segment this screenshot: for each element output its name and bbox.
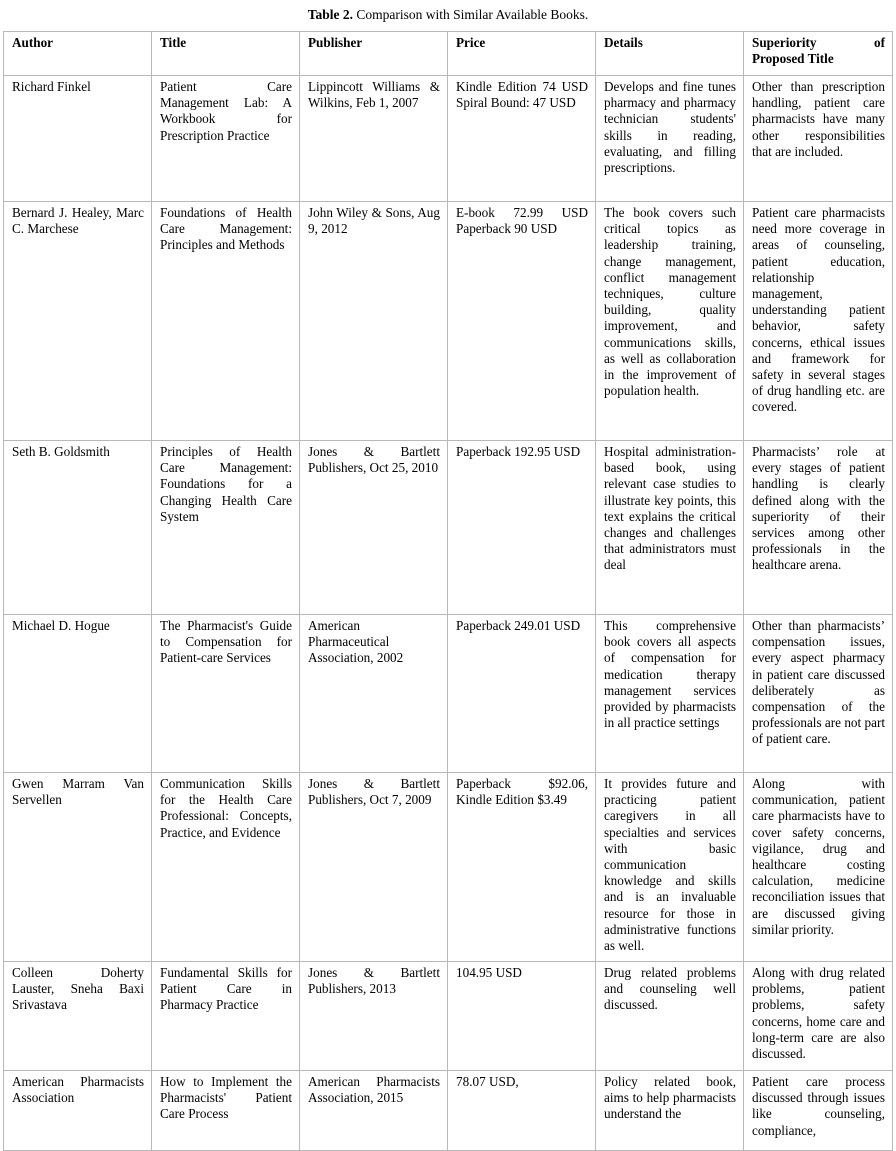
header-details: Details bbox=[596, 32, 744, 76]
cell-price: 104.95 USD bbox=[448, 962, 596, 1071]
cell-details: This comprehensive book covers all aspects of compensation for medication therapy management services provided by pharmacists in all practice settings bbox=[596, 615, 744, 773]
cell-author: Colleen Doherty Lauster, Sneha Baxi Srivastava bbox=[4, 962, 152, 1071]
cell-details: Hospital administration-based book, using relevant case studies to illustrate key points, this text explains the critical changes and challenges that administrators must deal bbox=[596, 441, 744, 615]
table-header-row bbox=[4, 32, 893, 76]
cell-title: Foundations of Health Care Management: Principles and Methods bbox=[152, 202, 300, 441]
cell-publisher: Lippincott Williams & Wilkins, Feb 1, 2007 bbox=[300, 76, 448, 202]
cell-price: 78.07 USD, bbox=[448, 1071, 596, 1151]
cell-publisher: American Pharmacists Association, 2015 bbox=[300, 1071, 448, 1151]
cell-author: Richard Finkel bbox=[4, 76, 152, 202]
cell-superiority: Patient care pharmacists need more coverage in areas of counseling, patient education, relationship management, understanding patient behavior, safety concerns, ethical issues and framework for safety in several stages of drug handling etc. are covered. bbox=[744, 202, 893, 441]
cell-author: Michael D. Hogue bbox=[4, 615, 152, 773]
header-title: Title bbox=[152, 32, 300, 76]
cell-title: How to Implement the Pharmacists' Patient Care Process bbox=[152, 1071, 300, 1151]
cell-title: Communication Skills for the Health Care Professional: Concepts, Practice, and Evidence bbox=[152, 773, 300, 962]
cell-title: Fundamental Skills for Patient Care in Pharmacy Practice bbox=[152, 962, 300, 1071]
cell-details: The book covers such critical topics as leadership training, change management, conflict management techniques, culture building, quality improvement, and communications skills, as well as collaboration in the improvement of population health. bbox=[596, 202, 744, 441]
cell-publisher: American Pharmaceutical Association, 2002 bbox=[300, 615, 448, 773]
cell-details: Drug related problems and counseling well discussed. bbox=[596, 962, 744, 1071]
cell-publisher: Jones & Bartlett Publishers, Oct 25, 2010 bbox=[300, 441, 448, 615]
cell-superiority: Other than prescription handling, patient care pharmacists have many other responsibilities that are included. bbox=[744, 76, 893, 202]
table-caption bbox=[0, 6, 896, 24]
cell-publisher: Jones & Bartlett Publishers, 2013 bbox=[300, 962, 448, 1071]
cell-price: E-book 72.99 USD Paperback 90 USD bbox=[448, 202, 596, 441]
table-caption-label: Table 2. bbox=[307, 7, 354, 22]
cell-publisher: Jones & Bartlett Publishers, Oct 7, 2009 bbox=[300, 773, 448, 962]
cell-superiority: Other than pharmacists’ compensation issues, every aspect pharmacy in patient care discussed deliberately as compensation of the professionals are not part of patient care. bbox=[744, 615, 893, 773]
table-row bbox=[4, 202, 893, 441]
cell-price: Paperback 192.95 USD bbox=[448, 441, 596, 615]
cell-details: Policy related book, aims to help pharmacists understand the bbox=[596, 1071, 744, 1151]
cell-price: Paperback 249.01 USD bbox=[448, 615, 596, 773]
cell-price: Paperback $92.06, Kindle Edition $3.49 bbox=[448, 773, 596, 962]
table-row bbox=[4, 773, 893, 962]
table-caption-text: Comparison with Similar Available Books. bbox=[353, 7, 589, 22]
cell-author: American Pharmacists Association bbox=[4, 1071, 152, 1151]
cell-title: The Pharmacist's Guide to Compensation for Patient-care Services bbox=[152, 615, 300, 773]
header-author: Author bbox=[4, 32, 152, 76]
table-row bbox=[4, 76, 893, 202]
cell-publisher: John Wiley & Sons, Aug 9, 2012 bbox=[300, 202, 448, 441]
cell-superiority: Patient care process discussed through issues like counseling, compliance, bbox=[744, 1071, 893, 1151]
cell-details: It provides future and practicing patient caregivers in all specialties and services with basic communication knowledge and skills and is an invaluable resource for those in administrative functions as well. bbox=[596, 773, 744, 962]
comparison-table bbox=[3, 31, 893, 1151]
table-row bbox=[4, 962, 893, 1071]
header-price: Price bbox=[448, 32, 596, 76]
table-row bbox=[4, 615, 893, 773]
cell-author: Seth B. Goldsmith bbox=[4, 441, 152, 615]
header-publisher: Publisher bbox=[300, 32, 448, 76]
cell-title: Patient Care Management Lab: A Workbook for Prescription Practice bbox=[152, 76, 300, 202]
cell-superiority: Pharmacists’ role at every stages of patient handling is clearly defined along with the superiority of their services among other professionals in the healthcare arena. bbox=[744, 441, 893, 615]
cell-author: Bernard J. Healey, Marc C. Marchese bbox=[4, 202, 152, 441]
cell-superiority: Along with drug related problems, patient problems, safety concerns, home care and long-term care are also discussed. bbox=[744, 962, 893, 1071]
table-row bbox=[4, 1071, 893, 1151]
cell-price: Kindle Edition 74 USD Spiral Bound: 47 USD bbox=[448, 76, 596, 202]
header-superiority: Superiority of Proposed Title bbox=[744, 32, 893, 76]
table-row bbox=[4, 441, 893, 615]
cell-title: Principles of Health Care Management: Foundations for a Changing Health Care System bbox=[152, 441, 300, 615]
cell-author: Gwen Marram Van Servellen bbox=[4, 773, 152, 962]
cell-superiority: Along with communication, patient care pharmacists have to cover safety concerns, vigilance, drug and healthcare costing calculation, medicine reconciliation issues that are discussed giving similar priority. bbox=[744, 773, 893, 962]
cell-details: Develops and fine tunes pharmacy and pharmacy technician students' skills in reading, evaluating, and filling prescriptions. bbox=[596, 76, 744, 202]
